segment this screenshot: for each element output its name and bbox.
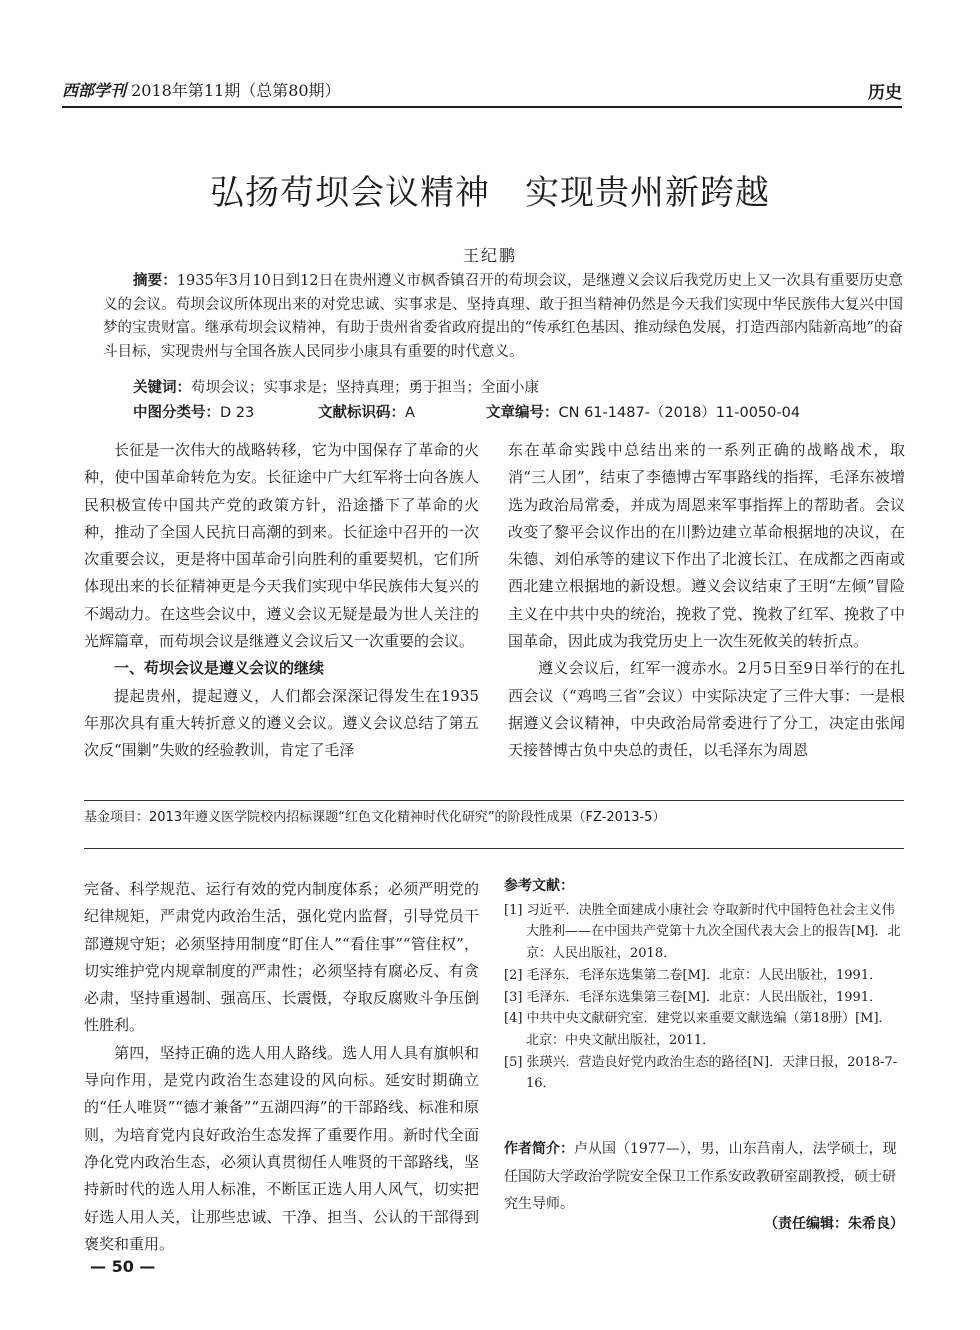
bio-label: 作者简介： bbox=[504, 1141, 574, 1157]
journal-issue bbox=[62, 78, 341, 101]
paragraph: 遵义会议后，红军一渡赤水。2月5日至9日举行的在扎西会议（“鸡鸣三省”会议）中实际决定了三件大事：一是根据遵义会议精神，中央政治局常委进行了分工，决定由张闻天接替博古负中央总的责任，以毛泽东为周恩 bbox=[508, 659, 905, 760]
article-number bbox=[486, 401, 800, 422]
body-column-left bbox=[84, 437, 479, 765]
paragraph: 完备、科学规范、运行有效的党内制度体系；必须严明党的纪律规矩，严肃党内政治生活，强化党内监督，引导党员干部遵规守矩；必须坚持用制度“盯住人”“看住事”“管住权”，切实维护党内规章制度的严肃性；必须坚持有腐必反、有贪必肃，坚持重遏制、强高压、长震慑，夺取反腐败斗争压倒性胜利。 bbox=[84, 880, 479, 1035]
header-rule bbox=[62, 106, 902, 108]
references bbox=[504, 876, 904, 1095]
fund-note: 基金项目：2013年遵义医学院校内招标课题“红色文化精神时代化研究”的阶段性成果（FZ-2013-5） bbox=[84, 810, 666, 825]
doc-value: A bbox=[405, 405, 415, 421]
page-number: — 50 — bbox=[90, 1257, 156, 1276]
article-author: 王纪鹏 bbox=[462, 246, 517, 265]
paragraph: 第四，坚持正确的选人用人路线。选人用人具有旗帜和导向作用，是党内政治生态建设的风向标。延安时期确立的“任人唯贤”“德才兼备”“五湖四海”的干部路线、标准和原则，为培育党内良好政治生态发挥了重要作用。新时代全面净化党内政治生态，必须认真贯彻任人唯贤的干部路线，坚持新时代的选人用人标准，不断匡正选人用人风气，切实把好选人用人关，让那些忠诚、干净、担当、公认的干部得到褒奖和重用。 bbox=[84, 1043, 479, 1253]
keywords-text: 苟坝会议；实事求是；坚持真理；勇于担当；全面小康 bbox=[191, 380, 539, 396]
section-heading: 一、苟坝会议是遵义会议的继续 bbox=[114, 659, 325, 678]
reference-item: [2] 毛泽东．毛泽东选集第二卷[M]．北京：人民出版社，1991． bbox=[504, 967, 883, 983]
abstract bbox=[103, 270, 903, 364]
abstract-label: 摘要： bbox=[133, 273, 177, 289]
reference-item: [3] 毛泽东．毛泽东选集第三卷[M]．北京：人民出版社，1991． bbox=[504, 989, 883, 1005]
paragraph: 东在革命实践中总结出来的一系列正确的战略战术，取消“三人团”，结束了李德博古军事路线的指挥，毛泽东被增选为政治局常委，并成为周恩来军事指挥上的帮助者。会议改变了黎平会议作出的在川黔边建立革命根据地的决议，在朱德、刘伯承等的建议下作出了北渡长江、在成都之西南或西北建立根据地的新设想。遵义会议结束了王明“左倾”冒险主义在中共中央的统治，挽救了党、挽救了红军、挽救了中国革命，因此成为我党历史上一次生死攸关的转折点。 bbox=[508, 441, 905, 651]
footnote-rule bbox=[84, 800, 904, 801]
keywords-label: 关键词： bbox=[133, 380, 191, 396]
article-title: 弘扬苟坝会议精神 实现贵州新跨越 bbox=[210, 173, 770, 213]
art-value: CN 61-1487-（2018）11-0050-04 bbox=[558, 405, 801, 421]
page-break-rule bbox=[84, 848, 904, 849]
paragraph: 提起贵州，提起遵义，人们都会深深记得发生在1935年那次具有重大转折意义的遵义会议。遵义会议总结了第五次反“围剿”失败的经验教训，肯定了毛泽 bbox=[84, 686, 479, 760]
author-bio bbox=[504, 1136, 904, 1219]
clc-label: 中图分类号： bbox=[133, 405, 220, 421]
doc-label: 文献标识码： bbox=[318, 405, 405, 421]
abstract-text: 1935年3月10日到12日在贵州遵义市枫香镇召开的苟坝会议，是继遵义会议后我党历史上又一次具有重要历史意义的会议。苟坝会议所体现出来的对党忠诚、实事求是、坚持真理、敢于担当精神仍然是今天我们实现中华民族伟大复兴中国梦的宝贵财富。继承苟坝会议精神，有助于贵州省委省政府提出的“传承红色基因、推动绿色发展，打造西部内陆新高地”的奋斗目标，实现贵州与全国各族人民同步小康具有重要的时代意义。 bbox=[103, 273, 903, 360]
reference-item: [4] 中共中央文献研究室．建党以来重要文献选编（第18册）[M]．北京：中央文献出版社，2011． bbox=[504, 1011, 892, 1048]
reference-item: [1] 习近平．决胜全面建成小康社会 夺取新时代中国特色社会主义伟大胜利——在中国共产党第十九次全国代表大会上的报告[M]．北京：人民出版社，2018． bbox=[504, 902, 901, 962]
doc-code bbox=[318, 401, 415, 422]
art-label: 文章编号： bbox=[486, 405, 559, 421]
paragraph: 长征是一次伟大的战略转移，它为中国保存了革命的火种，使中国革命转危为安。长征途中广大红军将士向各族人民积极宣传中国共产党的政策方针，沿途播下了革命的火种，推动了全国人民抗日高潮的到来。长征途中召开的一次次重要会议，更是将中国革命引向胜利的重要契机，它们所体现出来的长征精神更是今天我们实现中华民族伟大复兴的不竭动力。在这些会议中，遵义会议无疑是最为世人关注的光辉篇章，而苟坝会议是继遵义会议后又一次重要的会议。 bbox=[84, 441, 479, 651]
issue-number: 2018年第11期（总第80期） bbox=[131, 81, 341, 100]
clc-value: D 23 bbox=[220, 405, 255, 421]
reference-item: [5] 张瑛兴．营造良好党内政治生态的路径[N]．天津日报，2018-7-16． bbox=[504, 1054, 898, 1092]
bio-text: 卢从国（1977—），男，山东莒南人，法学硕士，现任国防大学政治学院安全保卫工作系安政教研室副教授，硕士研究生导师。 bbox=[504, 1141, 897, 1212]
references-title: 参考文献： bbox=[504, 878, 574, 894]
body-column-bottom-left bbox=[84, 876, 479, 1258]
responsible-editor: （责任编辑：朱希良） bbox=[764, 1216, 904, 1232]
keywords bbox=[133, 376, 903, 397]
clc-number bbox=[133, 401, 254, 422]
running-header bbox=[62, 74, 902, 104]
body-column-right bbox=[508, 437, 905, 765]
section-label: 历史 bbox=[868, 83, 902, 103]
journal-name: 西部学刊 bbox=[62, 81, 127, 100]
